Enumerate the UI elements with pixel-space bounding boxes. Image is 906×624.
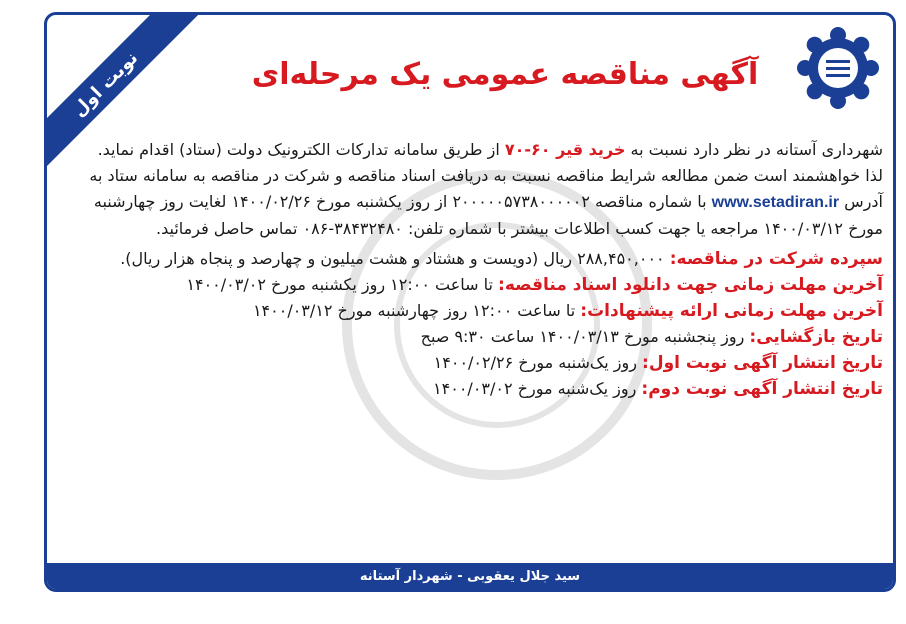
round-badge-label: نوبت اول: [68, 47, 142, 121]
detail-value: تا ساعت ۱۲:۰۰ روز یکشنبه مورخ ۱۴۰۰/۰۳/۰۲: [186, 275, 499, 294]
detail-value: روز یک‌شنبه مورخ ۱۴۰۰/۰۳/۰۲: [433, 379, 642, 398]
detail-opening-date: [55, 324, 883, 350]
detail-value: ۲۸۸,۴۵۰,۰۰۰ ریال (دویست و هشتاد و هشت میلیون و چهارصد و پنجاه هزار ریال).: [120, 249, 670, 268]
detail-value: تا ساعت ۱۲:۰۰ روز چهارشنبه مورخ ۱۴۰۰/۰۳/۱۲: [252, 301, 581, 320]
detail-value: روز یک‌شنبه مورخ ۱۴۰۰/۰۲/۲۶: [433, 353, 643, 372]
intro-paragraph: [55, 137, 883, 163]
ad-frame: [44, 12, 896, 592]
detail-label: سپرده شرکت در مناقصه:: [669, 249, 883, 269]
detail-deposit: [55, 246, 883, 272]
tender-item: خرید قیر ۶۰-۷۰: [504, 140, 626, 159]
detail-second-publication: [55, 376, 883, 402]
instructions-paragraph: [55, 163, 883, 242]
signature-text: سید جلال یعقوبی - شهردار آستانه: [359, 568, 581, 584]
instructions-text-end: با شماره مناقصه ۲۰۰۰۰۰۵۷۳۸۰۰۰۰۰۲ از روز یکشنبه مورخ ۱۴۰۰/۰۲/۲۶ لغایت روز چهارشنبه مورخ ۱۴۰۰/۰۳/۱۲ مراجعه یا جهت کسب اطلاعات بیشتر با شماره تلفن: ۳۸۴۳۲۴۸۰-۰۸۶ تماس حاصل فرمائید.: [93, 192, 883, 238]
intro-text-start: شهرداری آستانه در نظر دارد نسبت به: [625, 140, 883, 159]
page-title: آگهی مناقصه عمومی یک مرحله‌ای: [251, 57, 759, 92]
detail-label: تاریخ انتشار آگهی نوبت اول:: [642, 353, 883, 373]
intro-text-end: از طریق سامانه تدارکات الکترونیک دولت (ستاد) اقدام نماید.: [97, 140, 505, 159]
setadiran-link[interactable]: www.setadiran.ir: [711, 194, 840, 211]
detail-label: آخرین مهلت زمانی ارائه پیشنهادات:: [580, 301, 883, 321]
ad-body: [55, 137, 883, 402]
detail-download-deadline: [55, 272, 883, 298]
detail-value: روز پنجشنبه مورخ ۱۴۰۰/۰۳/۱۳ ساعت ۹:۳۰ صبح: [420, 327, 750, 346]
instructions-text-start: لذا خواهشمند است ضمن مطالعه شرایط مناقصه نسبت به دریافت اسناد مناقصه و شرکت در مناقصه به سامانه ستاد به آدرس: [89, 166, 883, 211]
detail-label: تاریخ بازگشایی:: [749, 327, 883, 347]
detail-submission-deadline: [55, 298, 883, 324]
detail-label: تاریخ انتشار آگهی نوبت دوم:: [641, 379, 883, 399]
detail-first-publication: [55, 350, 883, 376]
detail-label: آخرین مهلت زمانی جهت دانلود اسناد مناقصه:: [498, 275, 883, 295]
details-list: [55, 246, 883, 402]
astaneh-municipality-logo-icon: [797, 27, 879, 109]
footer-signature-bar: [47, 563, 893, 589]
